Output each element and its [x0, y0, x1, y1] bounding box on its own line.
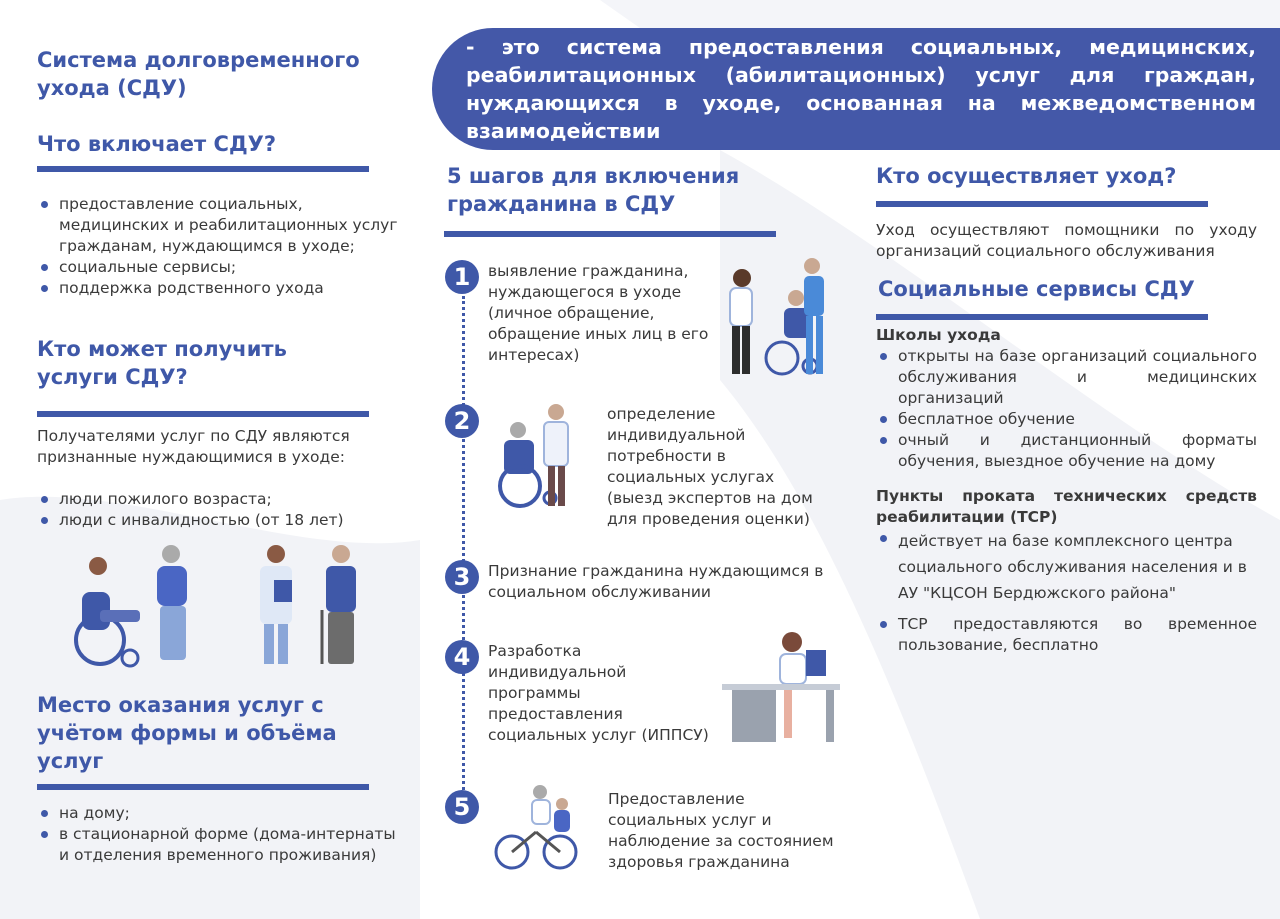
step-5-text: Предоставление социальных услуг и наблюдение за состоянием здоровья гражданина	[608, 790, 834, 871]
steps-heading: 5 шагов для включения гражданина в СДУ	[447, 164, 740, 216]
rental-list	[876, 528, 1257, 656]
step-1-illustration	[712, 258, 836, 378]
step-1-text: выявление гражданина, нуждающегося в уходе (личное обращение, обращение иных лиц в его интересах)	[488, 262, 709, 364]
place-rule	[37, 784, 369, 790]
list-item: действует на базе комплексного центра социального обслуживания населения и в АУ "КЦСОН Бердюжского района"	[876, 528, 1257, 606]
step-4-text: Разработка индивидуальной программы предоставления социальных услуг (ИППСУ)	[488, 642, 709, 744]
list-item: бесплатное обучение	[876, 409, 1257, 430]
step-2-number: 2	[445, 404, 479, 438]
place-list	[37, 803, 407, 866]
includes-list	[37, 194, 407, 299]
list-item: социальные сервисы;	[37, 257, 407, 278]
step-4-illustration	[722, 628, 840, 744]
who-cares-heading: Кто осуществляет уход?	[876, 164, 1177, 188]
step-1-number: 1	[445, 260, 479, 294]
definition-text: - это система предоставления социальных, медицинских, реабилитационных (абилитационных) услуг для граждан, нуждающихся в уходе, основанная на межведомственном взаимодействии	[466, 35, 1256, 143]
steps-rule	[444, 231, 776, 237]
who-intro: Получателями услуг по СДУ являются признанные нуждающимися в уходе:	[37, 427, 350, 466]
list-item: на дому;	[37, 803, 407, 824]
list-item: открыты на базе организаций социального обслуживания и медицинских организаций	[876, 346, 1257, 409]
step-4-number: 4	[445, 640, 479, 674]
step-5-illustration	[494, 782, 578, 874]
rental-heading: Пункты проката технических средств реабилитации (ТСР)	[876, 487, 1257, 526]
step-2-text: определение индивидуальной потребности в социальных услугах (выезд экспертов на дом для проведения оценки)	[607, 405, 813, 528]
place-heading: Место оказания услуг с учётом формы и объёма услуг	[37, 693, 337, 773]
list-item: ТСР предоставляются во временное пользование, бесплатно	[876, 614, 1257, 656]
step-3-number: 3	[445, 560, 479, 594]
steps-dotted-line	[462, 296, 465, 796]
people-illustration	[60, 540, 370, 670]
list-item: в стационарной форме (дома-интернаты и отделения временного проживания)	[37, 824, 407, 866]
step-5-number: 5	[445, 790, 479, 824]
includes-heading: Что включает СДУ?	[37, 132, 277, 156]
services-rule	[876, 314, 1208, 320]
page-title: Система долговременного ухода (СДУ)	[37, 48, 360, 100]
includes-rule	[37, 166, 369, 172]
schools-heading: Школы ухода	[876, 326, 1001, 344]
who-cares-text: Уход осуществляют помощники по уходу организаций социального обслуживания	[876, 221, 1257, 260]
list-item: люди с инвалидностью (от 18 лет)	[37, 510, 407, 531]
who-cares-rule	[876, 201, 1208, 207]
schools-list	[876, 346, 1257, 472]
list-item: люди пожилого возраста;	[37, 489, 407, 510]
step-2-illustration	[490, 402, 590, 510]
services-heading: Социальные сервисы СДУ	[878, 277, 1195, 301]
step-3-text: Признание гражданина нуждающимся в социальном обслуживании	[488, 562, 824, 601]
who-rule	[37, 411, 369, 417]
list-item: очный и дистанционный форматы обучения, выездное обучение на дому	[876, 430, 1257, 472]
list-item: поддержка родственного ухода	[37, 278, 407, 299]
list-item: предоставление социальных, медицинских и реабилитационных услуг гражданам, нуждающимся в уходе;	[37, 194, 407, 257]
who-heading: Кто может получить услуги СДУ?	[37, 337, 287, 389]
who-list	[37, 489, 407, 531]
